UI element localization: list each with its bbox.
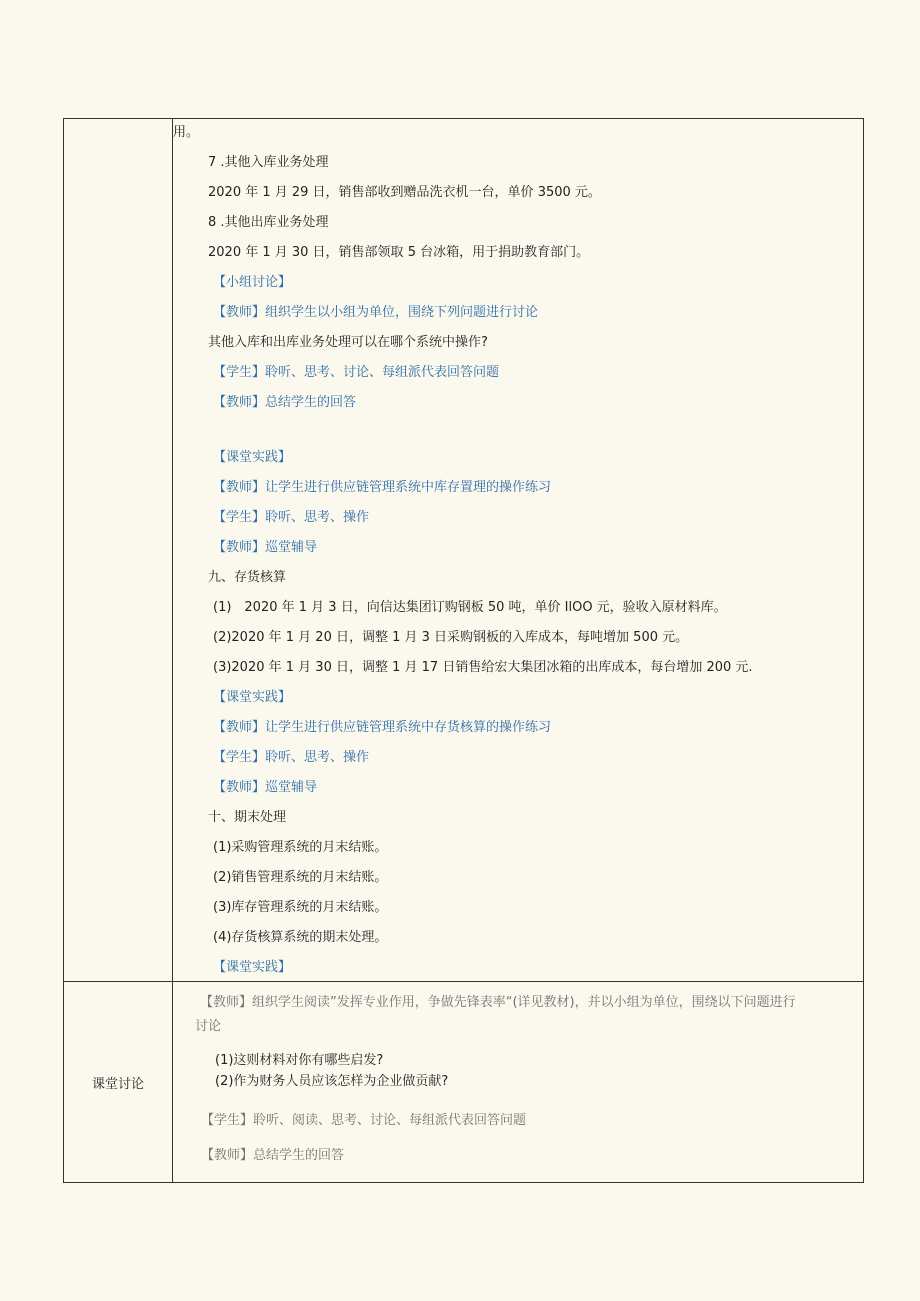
text-line: 【学生】聆听、思考、操作 — [213, 510, 370, 525]
text-line: 讨论 — [195, 1019, 222, 1034]
text-line: 【小组讨论】 — [213, 275, 292, 290]
text-line: 2020 年 1 月 29 日，销售部收到赠品洗衣机一台，单价 3500 元。 — [208, 185, 601, 200]
text-line: 【教师】让学生进行供应链管理系统中存货核算的操作练习 — [213, 720, 552, 735]
text-line: (2)销售管理系统的月末结账。 — [213, 870, 388, 885]
text-line: 【课堂实践】 — [213, 690, 292, 705]
text-line: 【教师】巡堂辅导 — [213, 540, 318, 555]
text-line: (2)作为财务人员应该怎样为企业做贡献? — [215, 1074, 449, 1089]
text-line: 【课堂实践】 — [213, 450, 292, 465]
procedure-content — [173, 119, 863, 981]
text-line: 【课堂实践】 — [213, 960, 292, 975]
text-line: 【学生】聆听、思考、操作 — [213, 750, 370, 765]
text-line: 【教师】组织学生阅读”发挥专业作用，争做先锋表率“(详见教材)，并以小组为单位，围绕以下问题进行 — [200, 995, 796, 1010]
text-line: 其他入库和出库业务处理可以在哪个系统中操作? — [208, 335, 488, 350]
text-line: 【教师】巡堂辅导 — [213, 780, 318, 795]
table-row — [64, 119, 864, 982]
text-line: 【学生】聆听、阅读、思考、讨论、每组派代表回答问题 — [201, 1113, 527, 1128]
empty-label-cell — [64, 119, 173, 982]
text-line: (2)2020 年 1 月 20 日，调整 1 月 3 日采购钢板的入库成本，每吨增加 500 元。 — [213, 630, 689, 645]
text-line: 十、期末处理 — [208, 810, 287, 825]
text-line: (1)这则材料对你有哪些启发? — [215, 1053, 384, 1068]
text-line: (4)存货核算系统的期末处理。 — [213, 930, 388, 945]
text-line: (1) 2020 年 1 月 3 日，向信达集团订购钢板 50 吨，单价 IlOO 元，验收入原材料库。 — [213, 600, 727, 615]
text-line: 【学生】聆听、思考、讨论、每组派代表回答问题 — [213, 365, 500, 380]
text-line: 2020 年 1 月 30 日，销售部领取 5 台冰箱，用于捐助教育部门。 — [208, 245, 590, 260]
text-line: 九、存货核算 — [208, 570, 287, 585]
text-line: 8 .其他出库业务处理 — [208, 215, 329, 230]
discussion-content — [173, 982, 863, 1182]
table-row — [64, 982, 864, 1183]
text-line: 【教师】组织学生以小组为单位，围绕下列问题进行讨论 — [213, 305, 539, 320]
text-line: (1)采购管理系统的月末结账。 — [213, 840, 388, 855]
text-line: 用。 — [173, 125, 200, 140]
content-cell — [173, 982, 864, 1183]
row-label-classroom-discussion: 课堂讨论 — [64, 982, 173, 1183]
text-line: 【教师】总结学生的回答 — [201, 1148, 345, 1163]
text-line: (3)2020 年 1 月 30 日，调整 1 月 17 日销售给宏大集团冰箱的出库成本，每台增加 200 元. — [213, 660, 753, 675]
text-line: (3)库存管理系统的月末结账。 — [213, 900, 388, 915]
text-line: 【教师】总结学生的回答 — [213, 395, 357, 410]
text-line: 【教师】让学生进行供应链管理系统中库存置理的操作练习 — [213, 480, 552, 495]
text-line: 7 .其他入库业务处理 — [208, 155, 329, 170]
lesson-plan-table — [63, 118, 864, 1183]
content-cell — [173, 119, 864, 982]
